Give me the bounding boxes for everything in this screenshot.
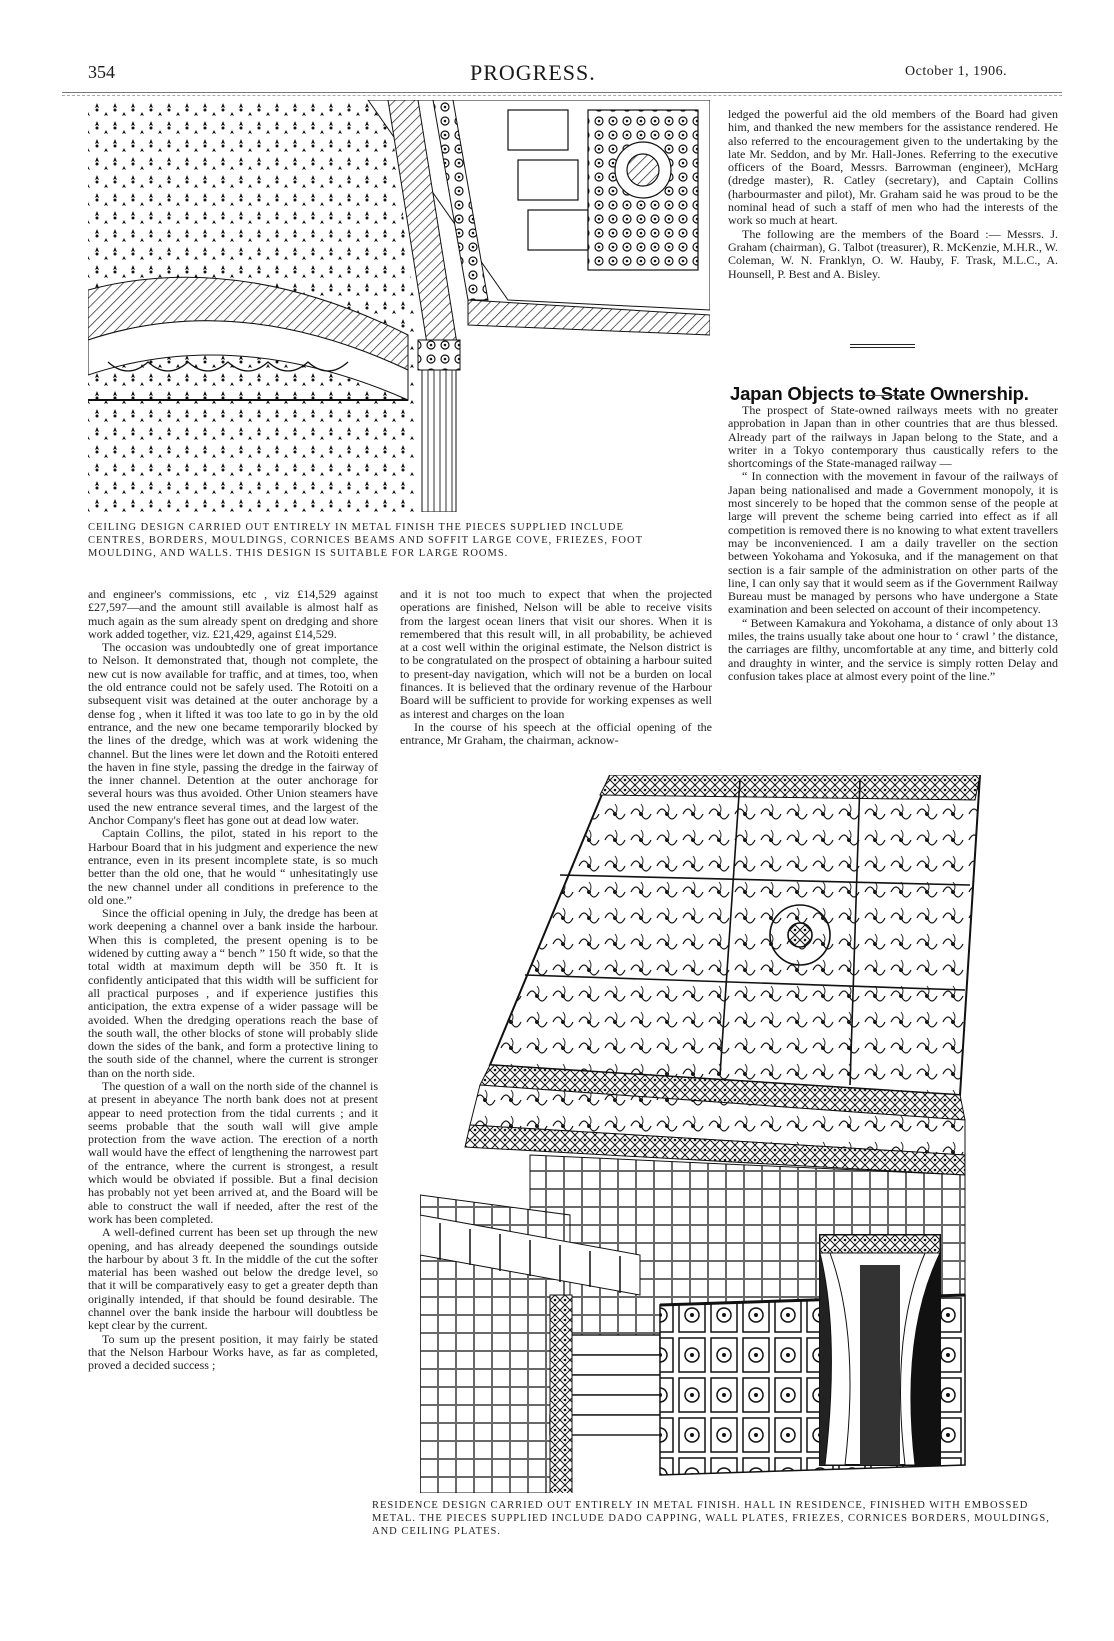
paragraph: “ In connection with the movement in favour of the railways of Japan being nationalised and made a Government monopoly, it is most sincerely to be hoped that the common sense of the people at large will prevent the scheme being carried into effect as if all competition is removed there is no knowing to what extent travellers may be inconvenienced. I am a daily traveller on the section between Yokohama and Yokosuka, and if the management on that section is a fair sample of the administration on other parts of the line, I can only say that it would seem as if the Government Railway Bureau must be managed by persons who have undergone a State examination and been selected on account of their incompetency. bbox=[728, 469, 1058, 617]
section-divider bbox=[850, 344, 915, 348]
paragraph: Captain Collins, the pilot, stated in his report to the Harbour Board that in his judgment and experience the new entrance, even in its present incomplete state, is so much better than the old one, that he would “ unhesitatingly use the new channel under all conditions in preference to the old one.” bbox=[88, 826, 378, 907]
ceiling-design-illustration bbox=[88, 100, 710, 512]
right-column-continuation bbox=[728, 108, 1058, 281]
top-figure-caption: CEILING DESIGN CARRIED OUT ENTIRELY IN METAL FINISH THE PIECES SUPPLIED INCLUDE CENTRES, BORDERS, MOULDINGS, CORNICES BEAMS AND SOFFIT LARGE COVE, FRIEZES, FOOT MOULDING, AND WALLS. THIS DESIGN IS SUITABLE FOR LARGE ROOMS. bbox=[88, 522, 643, 559]
magazine-title: PROGRESS. bbox=[470, 60, 596, 85]
header-rule-dashed bbox=[62, 95, 1062, 96]
middle-column bbox=[400, 588, 712, 748]
paragraph: The following are the members of the Board :— Messrs. J. Graham (chairman), G. Talbot (treasurer), R. McKenzie, M.H.R., W. Coleman, W. N. Franklyn, O. W. Hauby, F. Trask, M.L.C., A. Hounsell, P. Best and A. Bisley. bbox=[728, 226, 1058, 281]
paragraph: A well-defined current has been set up through the new opening, and has already deepened the soundings outside the harbour by about 3 ft. In the middle of the cut the softer material has been washed out below the dredge level, so that it will be comparatively easy to get a greater depth than originally intended, if that should be found desirable. The channel over the bank inside the harbour will doubtless be kept clear by the current. bbox=[88, 1225, 378, 1333]
bottom-figure-caption: RESIDENCE DESIGN CARRIED OUT ENTIRELY IN METAL FINISH. HALL IN RESIDENCE, FINISHED WITH EMBOSSED METAL. THE PIECES SUPPLIED INCLUDE DADO CAPPING, WALL PLATES, FRIEZES, CORNICES BORDERS, MOULDINGS, AND CEILING PLATES. bbox=[372, 1500, 1050, 1537]
paragraph: The occasion was undoubtedly one of great importance to Nelson. It demonstrated that, though not complete, the new cut is now available for traffic, and at times, too, when the old entrance could not be safely used. The Rotoiti on a subsequent visit was detained at the outer anchorage by a dense fog , when it lifted it was too late to go in by the old entrance, and the new one became temporarily blocked by the lines of the dredge, which was at work widening the channel. But the lines were let down and the Rotoiti entered the haven in fine style, passing the dredge in the fairway of the inner channel. Detention at the outer anchorage for several hours was thus avoided. Other Union steamers have used the new entrance several times, and the largest of the Anchor Company's fleet has gone out at dead low water. bbox=[88, 640, 378, 828]
heading-rule bbox=[868, 395, 908, 396]
paragraph: The question of a wall on the north side of the channel is at present in abeyance The north bank does not at present appear to need protection from the tidal currents ; and it seems probable that the south wall will give ample protection from the wave action. The erection of a north wall would have the effect of lengthening the narrowest part of the entrance, where the current is strongest, a result which would be obviated if possible. But a final decision has probably not yet been arrived at, and the Board will be able to construct the wall if needed, after the rest of the work has been completed. bbox=[88, 1078, 378, 1226]
paragraph: The prospect of State-owned railways meets with no greater approbation in Japan than in other countries that are thus blessed. Already part of the railways in Japan belong to the State, and a writer in a Tokyo contemporary thus caustically refers to the shortcomings of the State-managed railway — bbox=[728, 403, 1058, 471]
page-number: 354 bbox=[88, 62, 115, 82]
residence-hall-illustration bbox=[420, 775, 1070, 1493]
paragraph: “ Between Kamakura and Yokohama, a distance of only about 13 miles, the trains usually take about one hour to ‘ crawl ’ the distance, the carriages are filthy, uncomfortable at any time, and bitterly cold and draughty in winter, and the service is simply rotten Delay and confusion takes place at almost every point of the line.” bbox=[728, 615, 1059, 683]
paragraph: Since the official opening in July, the dredge has been at work deepening a channel over a bank inside the harbour. When this is completed, the present opening is to be widened by cutting away a “ bench ” 150 ft wide, so that the total width at maximum depth will be 350 ft. It is confidently anticipated that this width will be sufficient for all practical purposes , and if experience justifies this anticipation, the extra expense of a wider passage will be avoided. When the dredging operations reach the base of the south wall, the other blocks of stone will probably slide down the sides of the bank, and form a protective lining to the south side of the channel, where the current is stronger than on the north side. bbox=[88, 906, 378, 1080]
paragraph: and it is not too much to expect that when the projected operations are finished, Nelson will be able to receive visits from the largest ocean liners that visit our shores. When it is remembered that this result will, in all probability, be achieved at a cost well within the original estimate, the Nelson district is to be congratulated on the prospect of obtaining a harbour suited to present-day navigation, which will not be a burden on local finances. It is believed that the ordinary revenue of the Harbour Board will be sufficient to provide for working expenses as well as interest and charges on the loan bbox=[400, 587, 712, 721]
paragraph: ledged the powerful aid the old members of the Board had given him, and thanked the new members for the assistance rendered. He also referred to the encouragement given to the undertaking by the late Mr. Seddon, and by Mr. Hall-Jones. Referring to the executive officers of the Board, Messrs. Barrowman (engineer), McHarg (dredge master), R. Catley (secretary), and Captain Collins (harbourmaster and pilot), Mr. Graham said he was proud to be the nominal head of such a staff of men who had the interests of the work so much at heart. bbox=[728, 107, 1058, 228]
header-rule bbox=[62, 92, 1062, 93]
article-body bbox=[728, 404, 1058, 683]
article-heading: Japan Objects to State Ownership. bbox=[730, 383, 1029, 404]
paragraph: In the course of his speech at the official opening of the entrance, Mr Graham, the chairman, acknow- bbox=[400, 719, 712, 748]
left-column bbox=[88, 588, 378, 1373]
paragraph: and engineer's commissions, etc , viz £14,529 against £27,597—and the amount still available is almost half as much again as the sum already spent on dredging and shore work added together, viz. £21,429, against £14,529. bbox=[88, 587, 378, 641]
paragraph: To sum up the present position, it may fairly be stated that the Nelson Harbour Works have, as far as completed, proved a decided success ; bbox=[88, 1331, 378, 1373]
issue-date: October 1, 1906. bbox=[905, 64, 1008, 79]
